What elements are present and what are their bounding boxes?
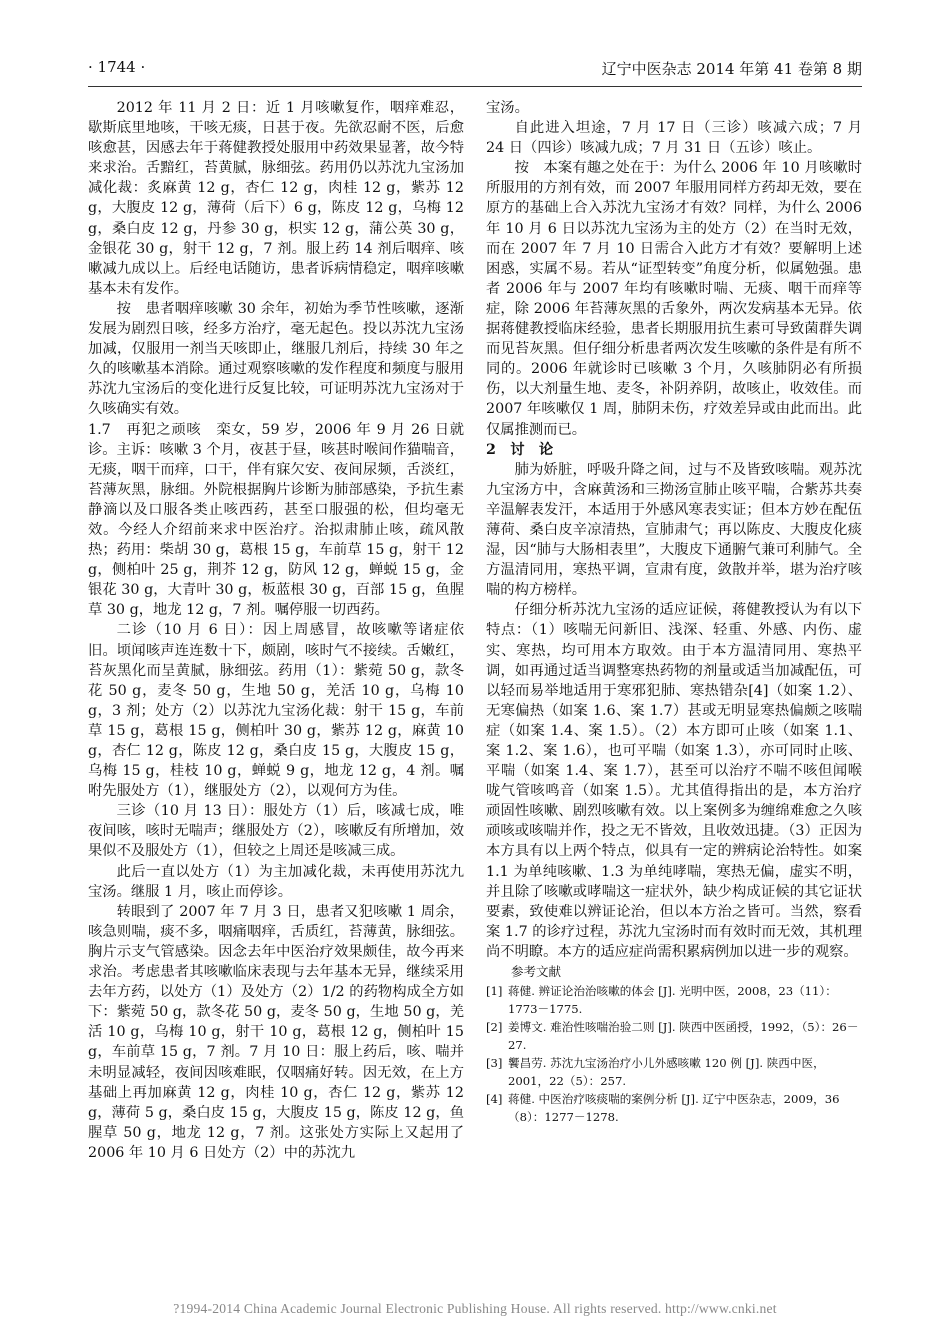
reference-item [486,1054,862,1090]
references-title: 参考文献 [511,964,562,980]
copyright-footer: ?1994-2014 China Academic Journal Electronic Publishing House. All rights reserved. http://www.cnki.net [173,1301,777,1316]
paragraph: 2012 年 11 月 2 日：近 1 月咳嗽复作，咽痒难忍，歇斯底里地咳，干咳无痰，日甚于夜。先欲忍耐不医，后愈咳愈甚，因感去年于蒋健教授处服用中药效果显著，故今特来求治。舌黯红，苔黄腻，脉细弦。药用仍以苏沈九宝汤加减化裁：炙麻黄 12 g，杏仁 12 g，肉桂 12 g，紫苏 12 g，大腹皮 12 g，薄荷（后下）6 g，陈皮 12 g，乌梅 12 g，桑白皮 12 g，丹参 30 g，枳实 12 g，蒲公英 30 g，金银花 30 g，射干 12 g，7 剂。服上药 14 剂后咽痒、咳嗽减九成以上。后经电话随访，患者诉病情稳定，咽痒咳嗽基本未有发作。 [88,100,464,297]
header-rule [88,86,862,87]
reference-number: [3] [486,1056,503,1071]
reference-text: 蒋健. 辨证论治治咳嗽的体会 [J]. 光明中医，2008，23（11）：1773－1775. [508,984,837,1017]
paragraph: 仔细分析苏沈九宝汤的适应证候，蒋健教授认为有以下特点：（1）咳喘无问新旧、浅深、轻重、外感、内伤、虚实、寒热，均可用本方取效。由于本方温清同用、寒热平调，如再通过适当调整寒热药物的剂量或适当加减配伍，可以轻而易举地适用于寒邪犯肺、寒热错杂[4]（如案 1.2）、无寒偏热（如案 1.6、案 1.7）甚或无明显寒热偏颇之咳喘症（如案 1.4、案 1.5）。（2）本方即可止咳（如案 1.1、案 1.2、案 1.6），也可平喘（如案 1.3），亦可同时止咳、平喘（如案 1.4、案 1.7），甚至可以治疗不喘不咳但闻喉咙气管咳鸣音（如案 1.5）。尤其值得指出的是，本方治疗顽固性咳嗽、剧烈咳嗽有效。以上案例多为缠绵难愈之久咳顽咳或咳喘并作，投之无不皆效，且收效迅捷。（3）正因为本方具有以上两个特点，似具有一定的辨病论治特性。如案 1.1 为单纯咳嗽、1.3 为单纯哮喘，寒热无偏，虚实不明，并且除了咳嗽或哮喘这一症状外，缺少构成证候的其它证状要素，致使难以辨证论治，但以本方治之皆可。当然，察看案 1.7 的诊疗过程，苏沈九宝汤时而有效时而无效，其机理尚不明瞭。本方的适应症尚需积累病例加以进一步的观察。 [486,602,862,960]
paragraph: 转眼到了 2007 年 7 月 3 日，患者又犯咳嗽 1 周余，咳急则喘，痰不多，咽痛咽痒，舌质红，苔薄黄，脉细弦。胸片示支气管感染。因念去年中医治疗效果颇佳，故今再来求治。考虑患者其咳嗽临床表现与去年基本无异，继续采用去年方药，以处方（1）及处方（2）1/2 的药物构成全方如下：紫菀 50 g，款冬花 50 g，麦冬 50 g，生地 50 g，羌活 10 g，乌梅 10 g，射干 10 g，葛根 12 g，侧柏叶 15 g，车前草 15 g，7 剂。7 月 10 日：服上药后，咳、喘并未明显减轻，夜间因咳难眠，仅咽痛好转。因无效，在上方基础上再加麻黄 12 g，肉桂 10 g，杏仁 12 g，紫苏 12 g，薄荷 5 g，桑白皮 15 g，大腹皮 15 g，陈皮 12 g，鱼腥草 50 g，地龙 12 g，7 剂。这张处方实际上又起用了 2006 年 10 月 6 日处方（2）中的苏沈九 [88,903,464,1161]
reference-number: [1] [486,984,503,999]
running-header [88,58,862,84]
paragraph: 按 本案有趣之处在于：为什么 2006 年 10 月咳嗽时所服用的方剂有效，而 2007 年服用同样方药却无效，要在原方的基础上合入苏沈九宝汤才有效？同样，为什么 2006 年 10 月 6 日以苏沈九宝汤为主的处方（2）在当时无效，而在 2007 年 7 月 10 日需合入此方才有效？要解明上述困惑，实属不易。若从“证型转变”角度分析，似属勉强。患者 2006 年与 2007 年均有咳嗽时喘、无痰、咽干而痒等症，除 2006 年苔薄灰黑的舌象外，两次发病基本无异。依据蒋健教授临床经验，患者长期服用抗生素可导致菌群失调而见苔灰黑。但仔细分析患者两次发生咳嗽的条件是有所不同的。2006 年就诊时已咳嗽 3 个月，久咳肺阴必有所损伤，以大剂量生地、麦冬，补阴养阴，故咳止，收效佳。而 2007 年咳嗽仅 1 周，肺阴未伤，疗效差异或由此而出。此仅属推测而已。 [486,160,862,438]
reference-item [486,982,862,1018]
reference-number: [2] [486,1020,503,1035]
paragraph: 此后一直以处方（1）为主加减化裁，未再使用苏沈九宝汤。继服 1 月，咳止而停诊。 [88,863,464,900]
paragraph-continuation: 宝汤。 [486,100,529,116]
journal-citation: 辽宁中医杂志 2014 年第 41 卷第 8 期 [601,60,862,78]
reference-text: 姜博文. 难治性咳喘治验二则 [J]. 陕西中医函授，1992，（5）：26－27. [508,1020,859,1053]
reference-item [486,1090,862,1126]
paragraph: 二诊（10 月 6 日）：因上周感冒，故咳嗽等诸症依旧。顷闻咳声连连数十下，颇剧，咳时气不接续。舌嫩红，苔灰黑化而呈黄腻，脉细弦。药用（1）：紫菀 50 g，款冬花 50 g，麦冬 50 g，生地 50 g，羌活 10 g，乌梅 10 g，3 剂；处方（2）以苏沈九宝汤化裁：射干 15 g，车前草 15 g，葛根 15 g，侧柏叶 30 g，紫苏 12 g，麻黄 10 g，杏仁 12 g，陈皮 12 g，桑白皮 15 g，大腹皮 15 g，乌梅 15 g，桂枝 10 g，蝉蜕 9 g，地龙 12 g，4 剂。嘱咐先服处方（1），继服处方（2），以观何方为佳。 [88,622,464,800]
page-number: · 1744 · [88,58,146,76]
case-heading-paragraph: 1.7 再犯之顽咳 栾女，59 岁，2006 年 9 月 26 日就诊。主诉：咳嗽 3 个月，夜甚于昼，咳甚时喉间作猫喘音，无痰，咽干而痒，口干，伴有寐欠安、夜间尿频，舌淡红，苔薄灰黑，脉细。外院根据胸片诊断为肺部感染，予抗生素静滴以及口服各类止咳西药，甚至口服强的松，但均毫无效。今经人介绍前来求中医治疗。治拟肃肺止咳，疏风散热；药用：柴胡 30 g，葛根 15 g，车前草 15 g，射干 12 g，侧柏叶 25 g，荆芥 12 g，防风 12 g，蝉蜕 15 g，金银花 30 g，大青叶 30 g，板蓝根 30 g，百部 15 g，鱼腥草 30 g，地龙 12 g，7 剂。嘱停服一切西药。 [88,421,464,619]
reference-item [486,1018,862,1054]
reference-number: [4] [486,1092,503,1107]
left-column [88,98,464,1278]
section-heading: 2 讨 论 [486,441,554,458]
paragraph: 按 患者咽痒咳嗽 30 余年，初始为季节性咳嗽，逐渐发展为剧烈日咳，经多方治疗，毫无起色。投以苏沈九宝汤加减，仅服用一剂当天咳即止，继服几剂后，持续 30 年之久的咳嗽基本消除。通过观察咳嗽的发作程度和频度与服用苏沈九宝汤后的变化进行反复比较，可证明苏沈九宝汤对于久咳确实有效。 [88,300,464,418]
reference-text: 饗昌劳. 苏沈九宝汤治疗小儿外感咳嗽 120 例 [J]. 陕西中医，2001，22（5）：257. [508,1056,825,1089]
reference-text: 蒋健. 中医治疗咳痰喘的案例分析 [J]. 辽宁中医杂志，2009，36（8）：1277－1278. [508,1092,840,1125]
paragraph: 自此进入坦途，7 月 17 日（三诊）咳减六成；7 月 24 日（四诊）咳减九成；7 月 31 日（五诊）咳止。 [486,120,862,157]
paragraph: 肺为娇脏，呼吸升降之间，过与不及皆致咳喘。观苏沈九宝汤方中，含麻黄汤和三拗汤宣肺止咳平喘，合紫苏共奏辛温解表发汗，本适用于外感风寒表实证；但本方妙在配伍薄荷、桑白皮辛凉清热，宣肺肃气；再以陈皮、大腹皮化痰湿，因“肺与大肠相表里”，大腹皮下通腑气兼可利肺气。全方温清同用，寒热平调，宣肃有度，敛散并举，堪为治疗咳喘的构方榜样。 [486,461,862,599]
right-column [486,98,862,1278]
paragraph: 三诊（10 月 13 日）：服处方（1）后，咳减七成，唯夜间咳，咳时无喘声；继服处方（2），咳嗽反有所增加，效果似不及服处方（1），但较之上周还是咳减三成。 [88,803,464,860]
